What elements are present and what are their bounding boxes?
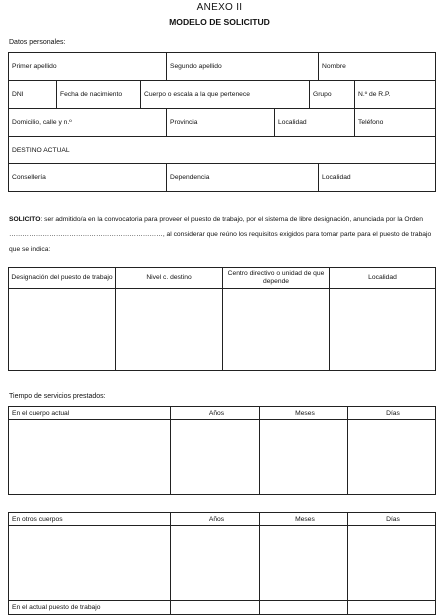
other-bodies-label: En otros cuerpos	[9, 513, 171, 526]
rp-number-field[interactable]: N.º de R.P.	[355, 81, 436, 109]
position-header-level: Nivel c. destino	[116, 268, 223, 289]
current-post-label: En el actual puesto de trabajo	[9, 601, 171, 615]
other-bodies-days-header: Días	[348, 513, 436, 526]
position-cell-center[interactable]	[223, 289, 330, 371]
current-body-years-header: Años	[171, 407, 260, 420]
current-post-days-cell[interactable]	[348, 601, 436, 615]
current-destination-header: DESTINO ACTUAL	[9, 137, 436, 164]
second-surname-field[interactable]: Segundo apellido	[167, 53, 319, 81]
request-text: : ser admitido/a en la convocatoria para proveer el puesto de trabajo, por el sistema de libre designación, anunciada por la Orden ……………………………………………………………, al considerar que reúno los requisitos exigidos para tomar parte para el puesto de trabajo que se indica:	[9, 216, 432, 253]
current-body-days-header: Días	[348, 407, 436, 420]
position-cell-level[interactable]	[116, 289, 223, 371]
position-header-designation: Designación del puesto de trabajo	[9, 268, 116, 289]
current-body-label: En el cuerpo actual	[9, 407, 171, 420]
address-field[interactable]: Domicilio, calle y n.º	[9, 109, 167, 137]
service-other-bodies-table	[8, 512, 436, 615]
position-cell-locality[interactable]	[330, 289, 436, 371]
other-bodies-years-cell[interactable]	[171, 526, 260, 601]
annex-title: ANEXO II	[196, 2, 243, 13]
position-header-center: Centro directivo o unidad de que depende	[223, 268, 330, 289]
request-paragraph	[9, 212, 434, 257]
first-surname-field[interactable]: Primer apellido	[9, 53, 167, 81]
group-field[interactable]: Grupo	[310, 81, 355, 109]
current-body-months-cell[interactable]	[260, 420, 348, 495]
personal-data-table	[8, 52, 436, 192]
other-bodies-months-cell[interactable]	[260, 526, 348, 601]
current-post-years-cell[interactable]	[171, 601, 260, 615]
position-cell-designation[interactable]	[9, 289, 116, 371]
province-field[interactable]: Provincia	[167, 109, 275, 137]
other-bodies-months-header: Meses	[260, 513, 348, 526]
current-body-cell[interactable]	[9, 420, 171, 495]
personal-data-label: Datos personales:	[9, 39, 66, 46]
position-table	[8, 267, 436, 371]
destination-locality-field[interactable]: Localidad	[319, 164, 436, 192]
dependency-field[interactable]: Dependencia	[167, 164, 319, 192]
current-body-years-cell[interactable]	[171, 420, 260, 495]
form-title: MODELO DE SOLICITUD	[169, 17, 270, 27]
request-keyword: SOLICITO	[9, 216, 41, 223]
service-time-label: Tiempo de servicios prestados:	[9, 393, 106, 400]
phone-field[interactable]: Teléfono	[355, 109, 436, 137]
position-header-locality: Localidad	[330, 268, 436, 289]
body-scale-field[interactable]: Cuerpo o escala a la que pertenece	[141, 81, 310, 109]
other-bodies-days-cell[interactable]	[348, 526, 436, 601]
current-post-months-cell[interactable]	[260, 601, 348, 615]
other-bodies-cell[interactable]	[9, 526, 171, 601]
other-bodies-years-header: Años	[171, 513, 260, 526]
dni-field[interactable]: DNI	[9, 81, 57, 109]
current-body-days-cell[interactable]	[348, 420, 436, 495]
birth-date-field[interactable]: Fecha de nacimiento	[57, 81, 141, 109]
current-body-months-header: Meses	[260, 407, 348, 420]
service-current-body-table	[8, 406, 436, 495]
conselleria-field[interactable]: Consellería	[9, 164, 167, 192]
locality-field[interactable]: Localidad	[275, 109, 355, 137]
name-field[interactable]: Nombre	[319, 53, 436, 81]
